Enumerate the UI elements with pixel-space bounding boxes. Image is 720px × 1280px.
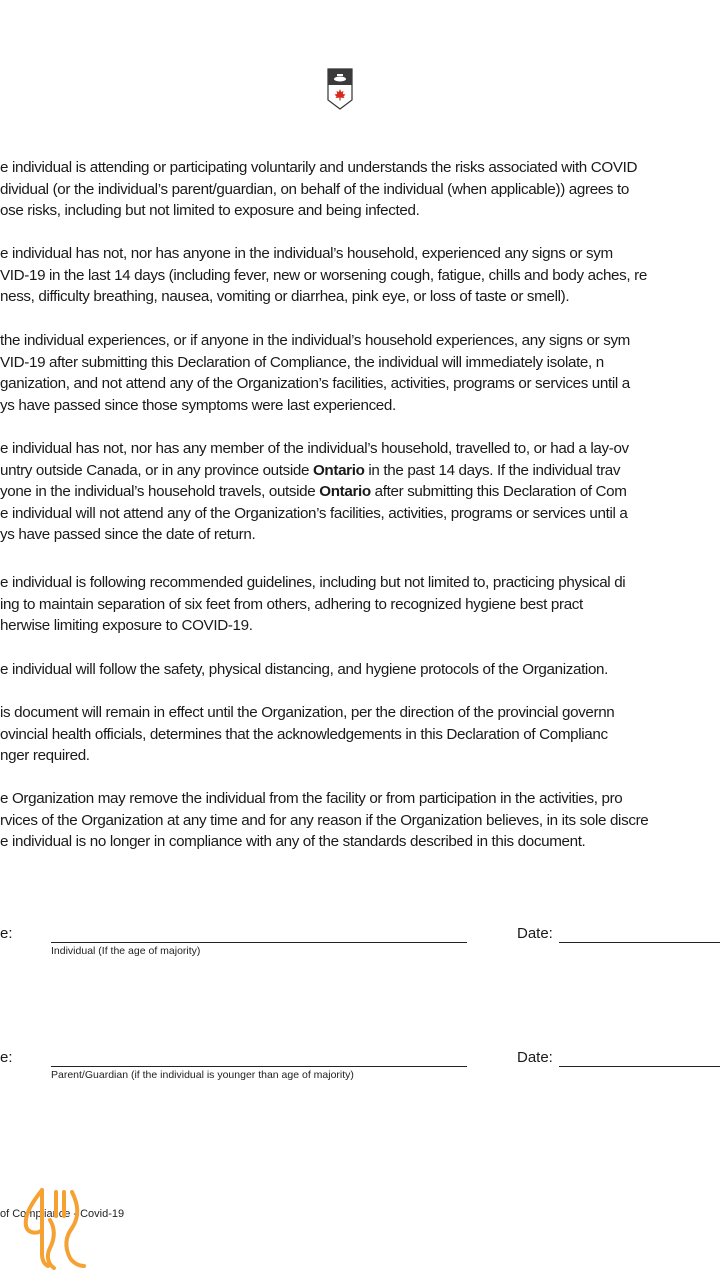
clause-line: e individual has not, nor has any member of the individual’s household, travelled to, or had a lay-ov (0, 440, 629, 457)
clause-line: rvices of the Organization at any time and for any reason if the Organization believes, in its sole discre (0, 811, 649, 829)
clause-symptoms-after-submission (0, 330, 720, 416)
clause-line: dividual (or the individual’s parent/guardian, on behalf of the individual (when applicable)) agrees to (0, 180, 629, 198)
date-label: Date: (517, 1049, 553, 1066)
signature-label: e: (0, 1049, 13, 1066)
clause-removal (0, 788, 720, 853)
clause-text: untry outside Canada, or in any province outside (0, 461, 313, 479)
clause-line: e individual is no longer in compliance with any of the standards described in this document. (0, 833, 586, 850)
individual-date-field[interactable] (559, 926, 720, 943)
clause-line: ys have passed since the date of return. (0, 526, 256, 543)
clause-line: e individual is following recommended guidelines, including but not limited to, practicing physical di (0, 574, 626, 591)
guardian-signature-field[interactable] (51, 1050, 467, 1067)
clause-protocols (0, 659, 720, 681)
individual-signature-caption: Individual (If the age of majority) (51, 945, 201, 957)
clause-line: VID-19 in the last 14 days (including fever, new or worsening cough, fatigue, chills and body aches, re (0, 266, 647, 284)
curling-shield-logo-icon (327, 68, 353, 110)
clause-line: ing to maintain separation of six feet from others, adhering to recognized hygiene best pract (0, 595, 583, 613)
individual-signature-field[interactable] (51, 926, 467, 943)
clause-line: ovincial health officials, determines that the acknowledgements in this Declaration of Complianc (0, 725, 608, 743)
date-label: Date: (517, 925, 553, 942)
guardian-date-field[interactable] (559, 1050, 720, 1067)
clause-line: e individual will follow the safety, physical distancing, and hygiene protocols of the Organization. (0, 661, 609, 678)
clause-line: ose risks, including but not limited to exposure and being infected. (0, 202, 420, 219)
clause-line: is document will remain in effect until the Organization, per the direction of the provincial governn (0, 704, 615, 721)
clause-line (0, 481, 720, 503)
province-name: Ontario (319, 483, 371, 500)
footer-document-title: of Compliance - Covid-19 (0, 1208, 125, 1220)
clause-line: herwise limiting exposure to COVID-19. (0, 617, 253, 634)
clause-text: in the past 14 days. If the individual trav (364, 461, 621, 479)
clause-line: ys have passed since those symptoms were last experienced. (0, 396, 396, 414)
clause-effective-period (0, 702, 720, 767)
province-name: Ontario (312, 461, 365, 479)
clause-line: e Organization may remove the individual from the facility or from participation in the activities, pro (0, 790, 623, 807)
clause-voluntary-participation (0, 157, 720, 222)
clause-line: ganization, and not attend any of the Organization’s facilities, activities, programs or services until a (0, 375, 630, 392)
fork-logo-icon (20, 1186, 92, 1270)
signature-label: e: (0, 925, 13, 942)
clause-line: e individual has not, nor has anyone in the individual’s household, experienced any signs or sym (0, 245, 613, 262)
clause-no-symptoms (0, 243, 720, 308)
clause-line: VID-19 after submitting this Declaration of Compliance, the individual will immediately isolate, n (0, 353, 604, 371)
clause-travel (0, 438, 720, 546)
clause-line: nger required. (0, 747, 90, 764)
clause-line: ness, difficulty breathing, nausea, vomiting or diarrhea, pink eye, or loss of taste or smell). (0, 288, 570, 305)
clause-line: e individual is attending or participating voluntarily and understands the risks associated with COVID (0, 159, 638, 176)
clause-text: yone in the individual’s household travels, outside (0, 483, 320, 500)
clause-text: after submitting this Declaration of Com (370, 483, 627, 500)
clause-line: the individual experiences, or if anyone in the individual’s household experiences, any signs or sym (0, 332, 630, 349)
clause-guidelines (0, 572, 720, 637)
clause-line (0, 460, 720, 482)
guardian-signature-caption: Parent/Guardian (if the individual is younger than age of majority) (51, 1069, 354, 1081)
clause-line: e individual will not attend any of the Organization’s facilities, activities, programs or services until a (0, 504, 628, 522)
